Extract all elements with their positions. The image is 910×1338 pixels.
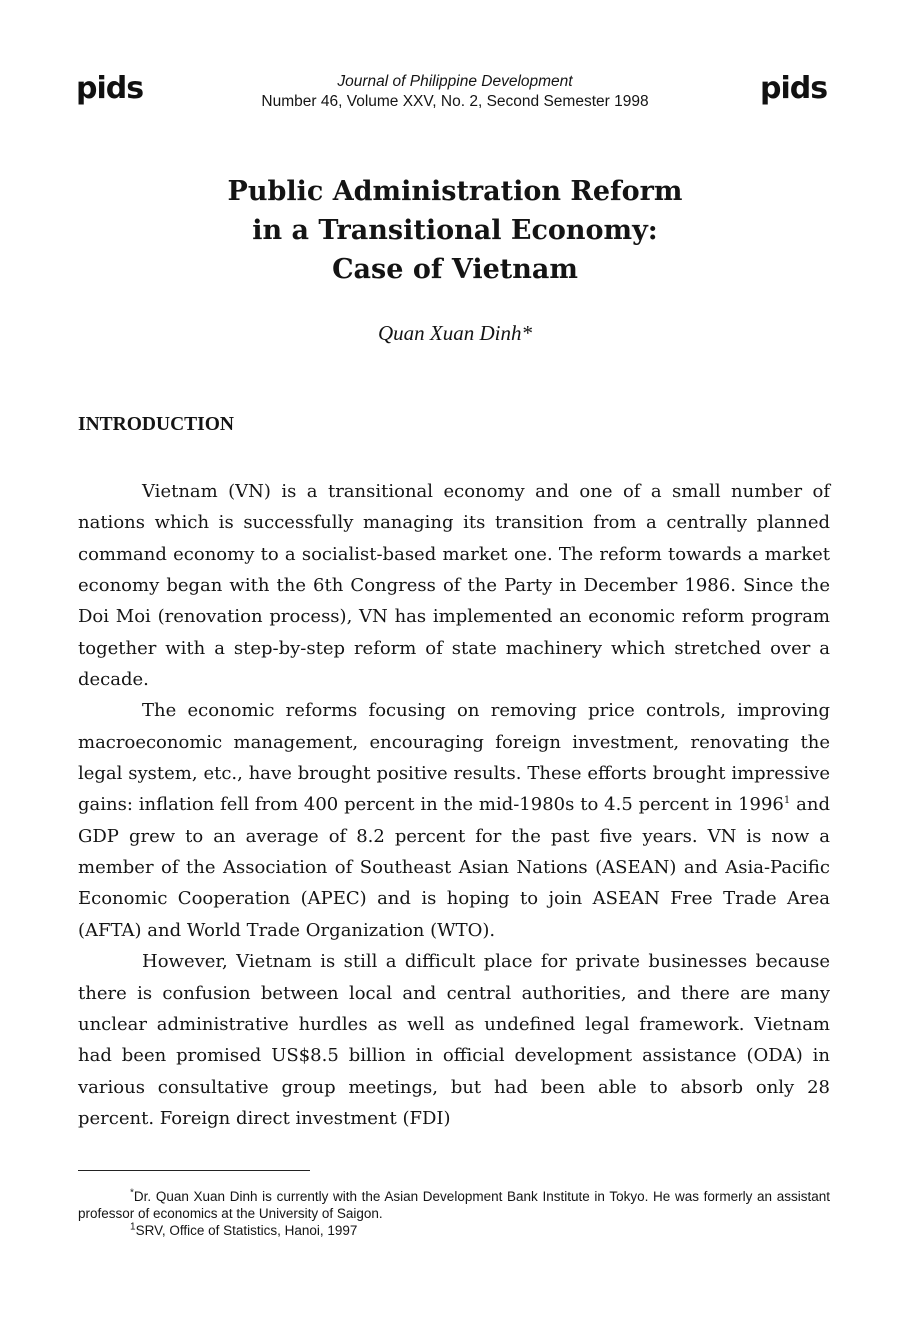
footnote-author bbox=[78, 1188, 830, 1222]
journal-name: Journal of Philippine Development bbox=[337, 73, 573, 90]
paragraph-3: However, Vietnam is still a difficult place for private businesses because there is confusion between local and central authorities, and there are many unclear administrative hurdles as well as undefined legal framework. Vietnam had been promised US$8.5 billion in official development assistance (ODA) in various consultative group meetings, but had been able to absorb only 28 percent. Foreign direct investment (FDI) bbox=[78, 951, 830, 1129]
footnote-author-mark: * bbox=[130, 1187, 134, 1199]
pids-logo-right: pids bbox=[760, 71, 828, 106]
paragraph-2-text: The economic reforms focusing on removing price controls, improving macroeconomic management, encouraging foreign investment, renovating the legal system, etc., have brought positive results. These efforts brought impressive gains: inflation fell from 400 percent in the mid-1980s to 4.5 percent in 1996 bbox=[78, 700, 830, 816]
footnote-ref-1: 1 bbox=[783, 795, 791, 807]
paragraph-2 bbox=[78, 695, 830, 946]
paragraph-2-continued: and GDP grew to an average of 8.2 percent for the past five years. VN is now a member of the Association of Southeast Asian Nations (ASEAN) and Asia-Pacific Economic Cooperation (APEC) and is hoping to join ASEAN Free Trade Area (AFTA) and World Trade Organization (WTO). bbox=[78, 794, 830, 941]
footnote-1-mark: 1 bbox=[130, 1221, 136, 1233]
title-line-3: Case of Vietnam bbox=[332, 254, 578, 285]
article-title bbox=[0, 172, 910, 289]
paragraph-1: Vietnam (VN) is a transitional economy and one of a small number of nations which is successfully managing its transition from a centrally planned command economy to a socialist-based market one. The reform towards a market economy began with the 6th Congress of the Party in December 1986. Since the Doi Moi (renovation process), VN has implemented an economic reform program together with a step-by-step reform of state machinery which stretched over a decade. bbox=[78, 481, 830, 691]
footnote-1 bbox=[78, 1222, 830, 1239]
article-body bbox=[78, 476, 830, 1134]
footnotes bbox=[78, 1188, 830, 1239]
footnote-author-text: Dr. Quan Xuan Dinh is currently with the Asian Development Bank Institute in Tokyo. He was formerly an assistant professor of economics at the University of Saigon. bbox=[78, 1189, 830, 1221]
author-name: Quan Xuan Dinh* bbox=[378, 321, 532, 345]
footnote-divider bbox=[78, 1170, 310, 1171]
footnote-1-text: SRV, Office of Statistics, Hanoi, 1997 bbox=[135, 1223, 358, 1238]
pids-logo-left: pids bbox=[76, 71, 144, 106]
section-heading: INTRODUCTION bbox=[78, 414, 235, 435]
title-line-1: Public Administration Reform bbox=[227, 176, 683, 207]
journal-issue: Number 46, Volume XXV, No. 2, Second Semester 1998 bbox=[261, 93, 649, 110]
title-line-2: in a Transitional Economy: bbox=[252, 215, 658, 246]
